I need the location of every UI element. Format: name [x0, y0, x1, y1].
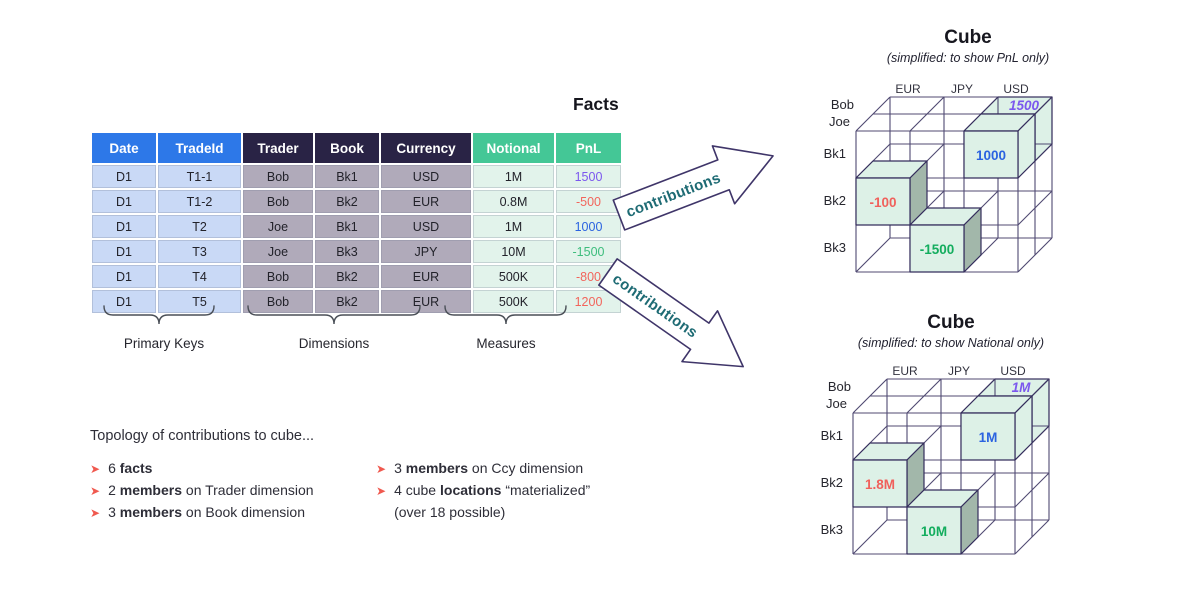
cube-value-eur-bk2: 1.8M	[864, 477, 896, 492]
col-header-notional: Notional	[473, 133, 554, 163]
cell-currency: EUR	[381, 290, 471, 313]
topology-item-text: 3 members on Ccy dimension	[394, 460, 584, 476]
cell-pnl: -1500	[556, 240, 621, 263]
cell-trader: Bob	[243, 165, 313, 188]
cell-book: Bk1	[315, 215, 379, 238]
topology-item	[90, 459, 152, 479]
cube2-diagram	[793, 358, 1103, 568]
contributions-arrow-top	[608, 127, 784, 244]
trader-label-joe: Joe	[826, 396, 847, 411]
cube1-box-usd-bk1	[964, 114, 1035, 178]
table-row	[92, 190, 621, 213]
cell-date: D1	[92, 215, 156, 238]
cube-value-eur-bk2: -100	[869, 195, 897, 210]
cell-pnl: -500	[556, 190, 621, 213]
topology-item	[376, 481, 590, 501]
table-row	[92, 265, 621, 288]
cube-value-usd-bk1: 1000	[975, 148, 1007, 163]
topology-item-text: 4 cube locations “materialized”	[394, 482, 591, 498]
topology-item-continuation	[376, 503, 505, 523]
currency-label-usd: USD	[1000, 364, 1026, 378]
topology-item	[376, 459, 583, 479]
book-label-bk3: Bk3	[823, 240, 846, 255]
topology-item-text: 2 members on Trader dimension	[108, 482, 314, 498]
facts-table-header	[92, 133, 621, 163]
cube2-box-usd-bk1	[961, 396, 1032, 460]
contribution-arrows	[585, 125, 820, 395]
cell-date: D1	[92, 290, 156, 313]
cell-book: Bk1	[315, 165, 379, 188]
facts-table	[90, 131, 623, 315]
cell-tradeid: T5	[158, 290, 241, 313]
cell-date: D1	[92, 190, 156, 213]
cell-date: D1	[92, 265, 156, 288]
cell-book: Bk2	[315, 190, 379, 213]
cell-notional: 1M	[473, 165, 554, 188]
arrow-label: contributions	[609, 270, 701, 342]
table-row	[92, 240, 621, 263]
trader-label-joe: Joe	[829, 114, 850, 129]
group-label-measures: Measures	[476, 336, 536, 351]
cell-book: Bk3	[315, 240, 379, 263]
cell-book: Bk2	[315, 265, 379, 288]
group-label-dimensions: Dimensions	[298, 336, 370, 351]
cell-trader: Joe	[243, 215, 313, 238]
col-header-pnl: PnL	[556, 133, 621, 163]
col-header-date: Date	[92, 133, 156, 163]
book-label-bk3: Bk3	[820, 522, 843, 537]
cell-currency: USD	[381, 165, 471, 188]
cell-currency: EUR	[381, 265, 471, 288]
book-label-bk2: Bk2	[820, 475, 843, 490]
arrow-label: contributions	[623, 169, 724, 221]
cube2-box-jpy-bk3	[907, 490, 978, 554]
cube2-box-eur-bk2	[853, 443, 924, 507]
cell-currency: USD	[381, 215, 471, 238]
col-header-trader: Trader	[243, 133, 313, 163]
cube1-box-jpy-bk3	[910, 208, 981, 272]
col-header-tradeid: TradeId	[158, 133, 241, 163]
cell-pnl: 1200	[556, 290, 621, 313]
topology-item	[90, 503, 305, 523]
cube1-box-eur-bk2	[856, 161, 927, 225]
trader-label-bob: Bob	[827, 379, 851, 394]
column-group-braces	[88, 304, 588, 328]
col-header-book: Book	[315, 133, 379, 163]
table-row	[92, 215, 621, 238]
facts-heading: Facts	[573, 94, 619, 114]
cell-notional: 0.8M	[473, 190, 554, 213]
topology-heading: Topology of contributions to cube...	[90, 428, 315, 444]
cube-value-jpy-bk3: -1500	[919, 242, 955, 257]
cell-notional: 500K	[473, 290, 554, 313]
dimensions-brace	[248, 306, 420, 324]
cube2-subtitle: (simplified: to show National only)	[857, 336, 1045, 350]
cell-notional: 500K	[473, 265, 554, 288]
cell-notional: 10M	[473, 240, 554, 263]
cell-date: D1	[92, 165, 156, 188]
cube1-diagram	[796, 76, 1106, 286]
contributions-arrow-bottom	[590, 247, 761, 392]
cell-pnl: -800	[556, 265, 621, 288]
bullet-arrow-icon: ➤	[90, 462, 101, 476]
bullet-arrow-icon: ➤	[376, 484, 387, 498]
currency-label-eur: EUR	[892, 364, 918, 378]
group-label-primary-keys: Primary Keys	[123, 336, 205, 351]
cell-book: Bk2	[315, 290, 379, 313]
trader-label-bob: Bob	[830, 97, 854, 112]
cell-trader: Bob	[243, 190, 313, 213]
cell-pnl: 1000	[556, 215, 621, 238]
cube-value-usd-bk1: 1M	[978, 430, 998, 445]
bullet-arrow-icon: ➤	[90, 506, 101, 520]
cell-tradeid: T3	[158, 240, 241, 263]
cell-pnl: 1500	[556, 165, 621, 188]
book-label-bk1: Bk1	[820, 428, 843, 443]
col-header-currency: Currency	[381, 133, 471, 163]
cell-tradeid: T1-1	[158, 165, 241, 188]
currency-label-jpy: JPY	[947, 364, 971, 378]
currency-label-eur: EUR	[895, 82, 921, 96]
measures-brace	[445, 306, 566, 324]
table-row	[92, 165, 621, 188]
topology-item-text: 3 members on Book dimension	[108, 504, 305, 520]
book-label-bk2: Bk2	[823, 193, 846, 208]
cell-date: D1	[92, 240, 156, 263]
book-label-bk1: Bk1	[823, 146, 846, 161]
cube-value-jpy-bk3: 10M	[920, 524, 948, 539]
cell-trader: Bob	[243, 290, 313, 313]
cube-value-usd-bob: 1500	[1008, 98, 1040, 113]
primary-keys-brace	[104, 306, 214, 324]
cube1-subtitle: (simplified: to show PnL only)	[886, 51, 1050, 65]
topology-item	[90, 481, 314, 501]
cube2-title: Cube	[927, 312, 975, 333]
topology-item-text: 6 facts	[108, 460, 153, 476]
cube1-title: Cube	[944, 27, 992, 48]
cell-notional: 1M	[473, 215, 554, 238]
currency-label-jpy: JPY	[950, 82, 974, 96]
cell-trader: Joe	[243, 240, 313, 263]
bullet-arrow-icon: ➤	[90, 484, 101, 498]
currency-label-usd: USD	[1003, 82, 1029, 96]
cell-trader: Bob	[243, 265, 313, 288]
cell-tradeid: T2	[158, 215, 241, 238]
cell-currency: JPY	[381, 240, 471, 263]
cube-value-usd-bob: 1M	[1011, 380, 1031, 395]
cell-currency: EUR	[381, 190, 471, 213]
cell-tradeid: T1-2	[158, 190, 241, 213]
cell-tradeid: T4	[158, 265, 241, 288]
topology-item-text: (over 18 possible)	[394, 504, 506, 520]
bullet-arrow-icon: ➤	[376, 462, 387, 476]
